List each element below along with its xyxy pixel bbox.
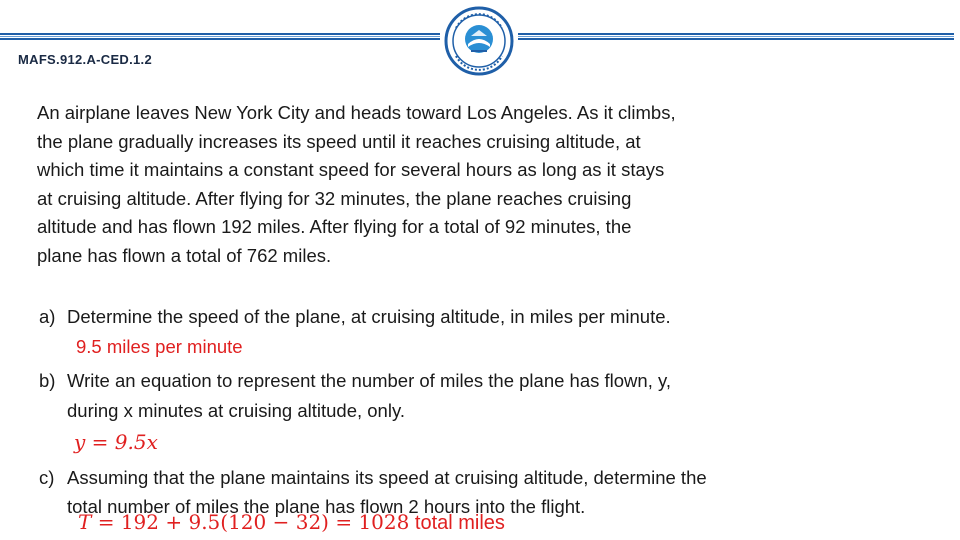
question-b-text-cont: during x minutes at cruising altitude, only.: [67, 400, 405, 421]
question-a-text: Determine the speed of the plane, at cruising altitude, in miles per minute.: [67, 306, 671, 327]
problem-line: at cruising altitude. After flying for 32 minutes, the plane reaches cruising: [37, 187, 632, 209]
school-seal-logo: [444, 6, 514, 76]
question-b: [39, 366, 671, 396]
question-c-text: Assuming that the plane maintains its speed at cruising altitude, determine the: [67, 467, 707, 488]
problem-line: An airplane leaves New York City and heads toward Los Angeles. As it climbs,: [37, 102, 676, 123]
header-rule-right: [518, 33, 954, 40]
answer-a: 9.5 miles per minute: [76, 336, 243, 357]
question-a-label: a): [39, 306, 56, 327]
problem-statement: [37, 99, 797, 270]
question-b-text: Write an equation to represent the number of miles the plane has flown, y,: [67, 370, 671, 391]
answer-c-unit: total miles: [409, 512, 505, 534]
problem-line: the plane gradually increases its speed until it reaches cruising altitude, at: [37, 130, 641, 152]
header-rule-left: [0, 33, 440, 40]
problem-line: plane has flown a total of 762 miles.: [37, 244, 332, 266]
question-b-label: b): [39, 370, 56, 391]
question-c-text-cont: total number of miles the plane has flown 2 hours into the flight.: [67, 496, 586, 517]
question-c-label: c): [39, 467, 55, 488]
question-a: [39, 302, 671, 332]
answer-c: [78, 510, 505, 535]
problem-line: which time it maintains a constant speed for several hours as long as it stays: [37, 159, 665, 180]
problem-line: altitude and has flown 192 miles. After flying for a total of 92 minutes, the: [37, 216, 632, 237]
answer-c-expression: = 192 + 9.5(120 − 32) = 1028: [91, 510, 410, 534]
question-c: [39, 463, 707, 493]
answer-b: y = 9.5x: [74, 430, 158, 454]
standard-code: MAFS.912.A-CED.1.2: [18, 52, 152, 67]
answer-c-variable: T: [78, 510, 92, 534]
